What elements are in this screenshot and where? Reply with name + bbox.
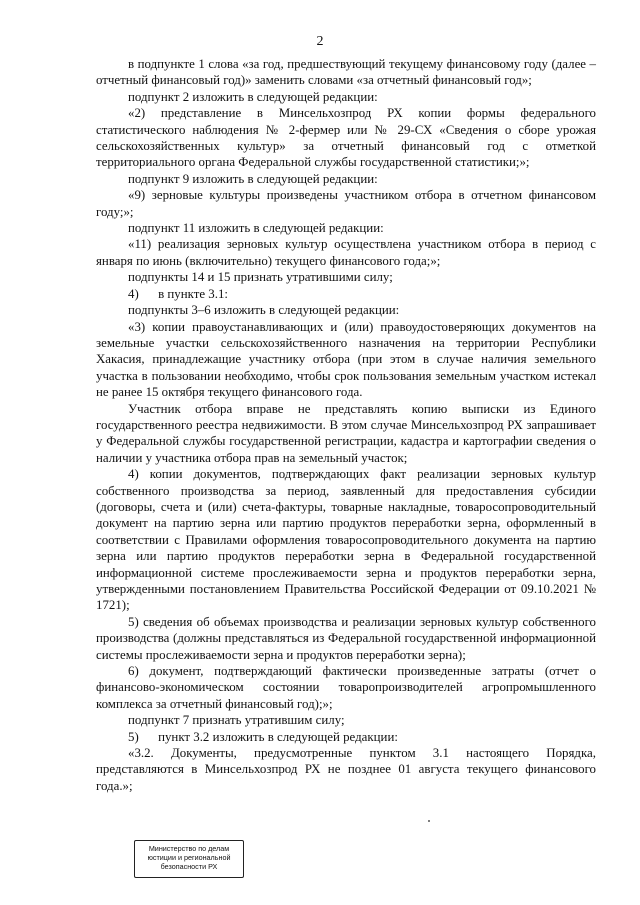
paragraph: Участник отбора вправе не представлять копию выписки из Единого государственного реестра недвижимости. В этом случае Минсельхозпрод РХ запрашивает у Федеральной службы государственной регистрации, кадастра и картографии сведения о наличии у участника отбора прав на земельный участок; (96, 401, 596, 465)
scan-speck (428, 820, 430, 822)
paragraph: «2) представление в Минсельхозпрод РХ копии формы федерального статистического наблюдения № 2-фермер или № 29-СХ «Сведения о сборе урожая сельскохозяйственных культур» за отчетный финансовый год с отметкой территориального органа Федеральной службы государственной статистики;»; (96, 106, 596, 170)
paragraph: подпункты 14 и 15 признать утратившими силу; (128, 270, 393, 285)
paragraph: «9) зерновые культуры произведены участником отбора в отчетном финансовом году;»; (96, 188, 596, 219)
paragraph: «11) реализация зерновых культур осуществлена участником отбора в период с января по июнь (включительно) текущего финансового года;»; (96, 237, 596, 268)
paragraph: в подпункте 1 слова «за год, предшествующий текущему финансовому году (далее – отчетный финансовый год)» заменить словами «за отчетный финансовый год»; (96, 57, 596, 88)
stamp-line: безопасности РХ (160, 862, 218, 871)
paragraph: 5) сведения об объемах производства и реализации зерновых культур собственного производства (должны представляться из Федеральной государственной информационной системы прослеживаемости зерна и продуктов переработки зерна); (96, 614, 596, 662)
paragraph: 5) пункт 3.2 изложить в следующей редакции: (128, 729, 398, 744)
stamp-line: Министерство по делам (148, 844, 230, 853)
paragraph: «3) копии правоустанавливающих и (или) правоудостоверяющих документов на земельные участки сельскохозяйственного назначения на территории Республики Хакасия, принадлежащие участнику отбора (при этом в случае наличия земельного участка в пользовании необходимо, чтобы срок пользования земельным участком истекал не ранее 15 октября текущего финансового года. (96, 319, 596, 400)
paragraph: подпункт 11 изложить в следующей редакции: (128, 221, 384, 236)
paragraph: 4) копии документов, подтверждающих факт реализации зерновых культур собственного производства за период, заявленный для предоставления субсидии (договоры, счета и (или) счета-фактуры, товарные накладные, товаросопроводительный документ на партию зерна или партию продуктов переработки зерна, оформленный в соответствии с Правилами оформления товаросопроводительного документа на партию зерна или партию продуктов переработки зерна в Федеральной государственной информационной системе прослеживаемости зерна и продуктов переработки зерна, утвержденными постановлением Правительства Российской Федерации от 09.10.2021 № 1721); (96, 467, 596, 613)
paragraph: подпункты 3–6 изложить в следующей редакции: (128, 303, 400, 318)
page-number: 2 (316, 34, 324, 49)
paragraph: подпункт 7 признать утратившим силу; (128, 713, 345, 728)
document-body (96, 56, 596, 794)
paragraph: «3.2. Документы, предусмотренные пунктом 3.1 настоящего Порядка, представляются в Минсельхозпрод РХ не позднее 01 августа текущего финансового года.»; (96, 746, 596, 793)
ministry-stamp (134, 840, 244, 878)
paragraph: подпункт 2 изложить в следующей редакции: (128, 89, 378, 104)
paragraph: подпункт 9 изложить в следующей редакции: (128, 171, 378, 186)
paragraph: 4) в пункте 3.1: (128, 286, 228, 301)
paragraph: 6) документ, подтверждающий фактически произведенные затраты (отчет о финансово-экономическом состоянии товаропроизводителей агропромышленного комплекса за отчетный финансовый год);»; (96, 664, 596, 711)
stamp-line: юстиции и региональной (147, 853, 231, 862)
